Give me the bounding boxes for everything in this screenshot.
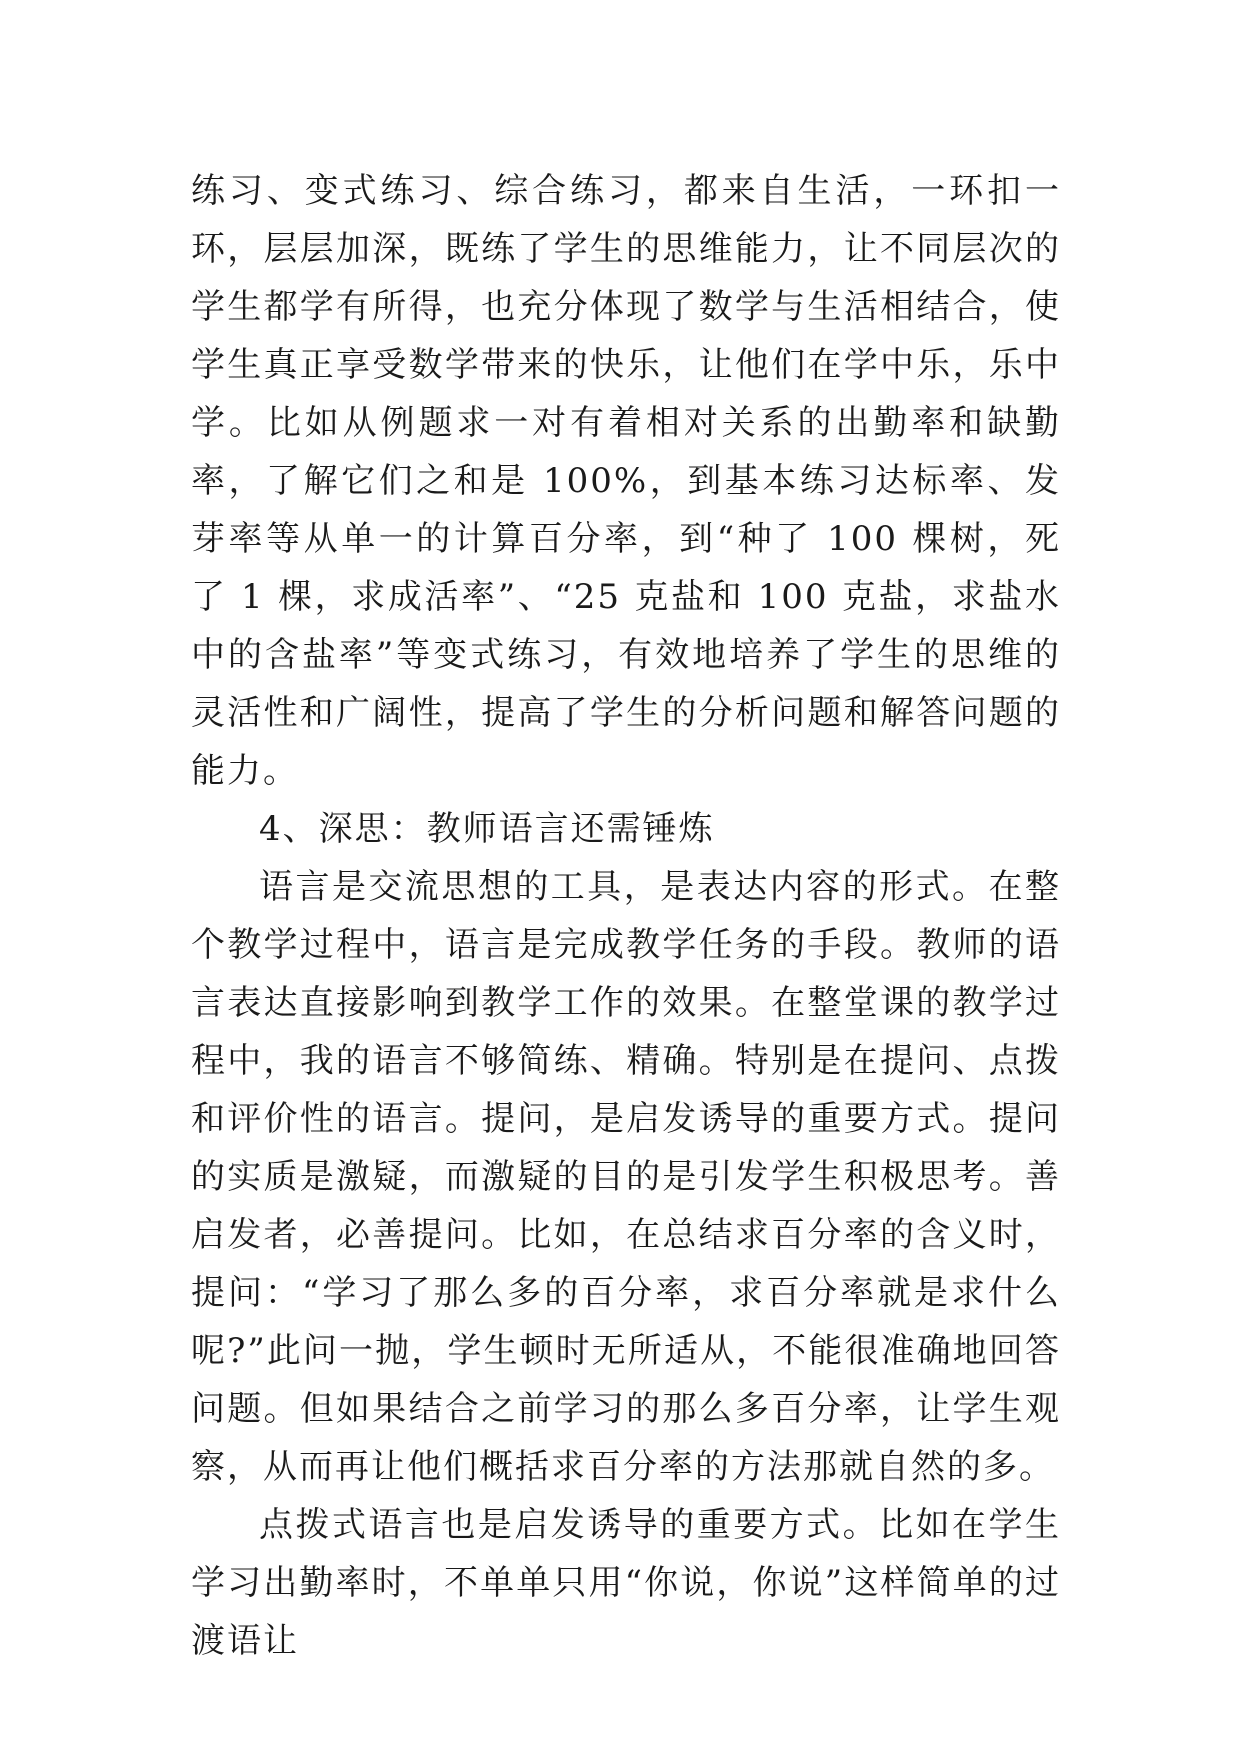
paragraph-guiding-language: 点拨式语言也是启发诱导的重要方式。比如在学生学习出勤率时，不单单只用“你说，你说”这样简单的过渡语让 — [191, 1505, 1061, 1661]
section-heading-teacher-language: 4、深思：教师语言还需锤炼 — [259, 809, 715, 849]
paragraph-language-reflection: 语言是交流思想的工具，是表达内容的形式。在整个教学过程中，语言是完成教学任务的手段。教师的语言表达直接影响到教学工作的效果。在整堂课的教学过程中，我的语言不够简练、精确。特别是在提问、点拨和评价性的语言。提问，是启发诱导的重要方式。提问的实质是激疑，而激疑的目的是引发学生积极思考。善启发者，必善提问。比如，在总结求百分率的含义时，提问：“学习了那么多的百分率，求百分率就是求什么呢?”此问一抛，学生顿时无所适从，不能很准确地回答问题。但如果结合之前学习的那么多百分率，让学生观察，从而再让他们概括求百分率的方法那就自然的多。 — [191, 867, 1061, 1487]
paragraph-exercise-summary: 练习、变式练习、综合练习，都来自生活，一环扣一环，层层加深，既练了学生的思维能力，让不同层次的学生都学有所得，也充分体现了数学与生活相结合，使学生真正享受数学带来的快乐，让他们在学中乐，乐中学。比如从例题求一对有着相对关系的出勤率和缺勤率，了解它们之和是 100%，到基本练习达标率、发芽率等从单一的计算百分率，到“种了 100 棵树，死了 1 棵，求成活率”、“25 克盐和 100 克盐，求盐水中的含盐率”等变式练习，有效地培养了学生的思维的灵活性和广阔性，提高了学生的分析问题和解答问题的能力。 — [191, 171, 1061, 791]
document-body — [191, 162, 1061, 1670]
